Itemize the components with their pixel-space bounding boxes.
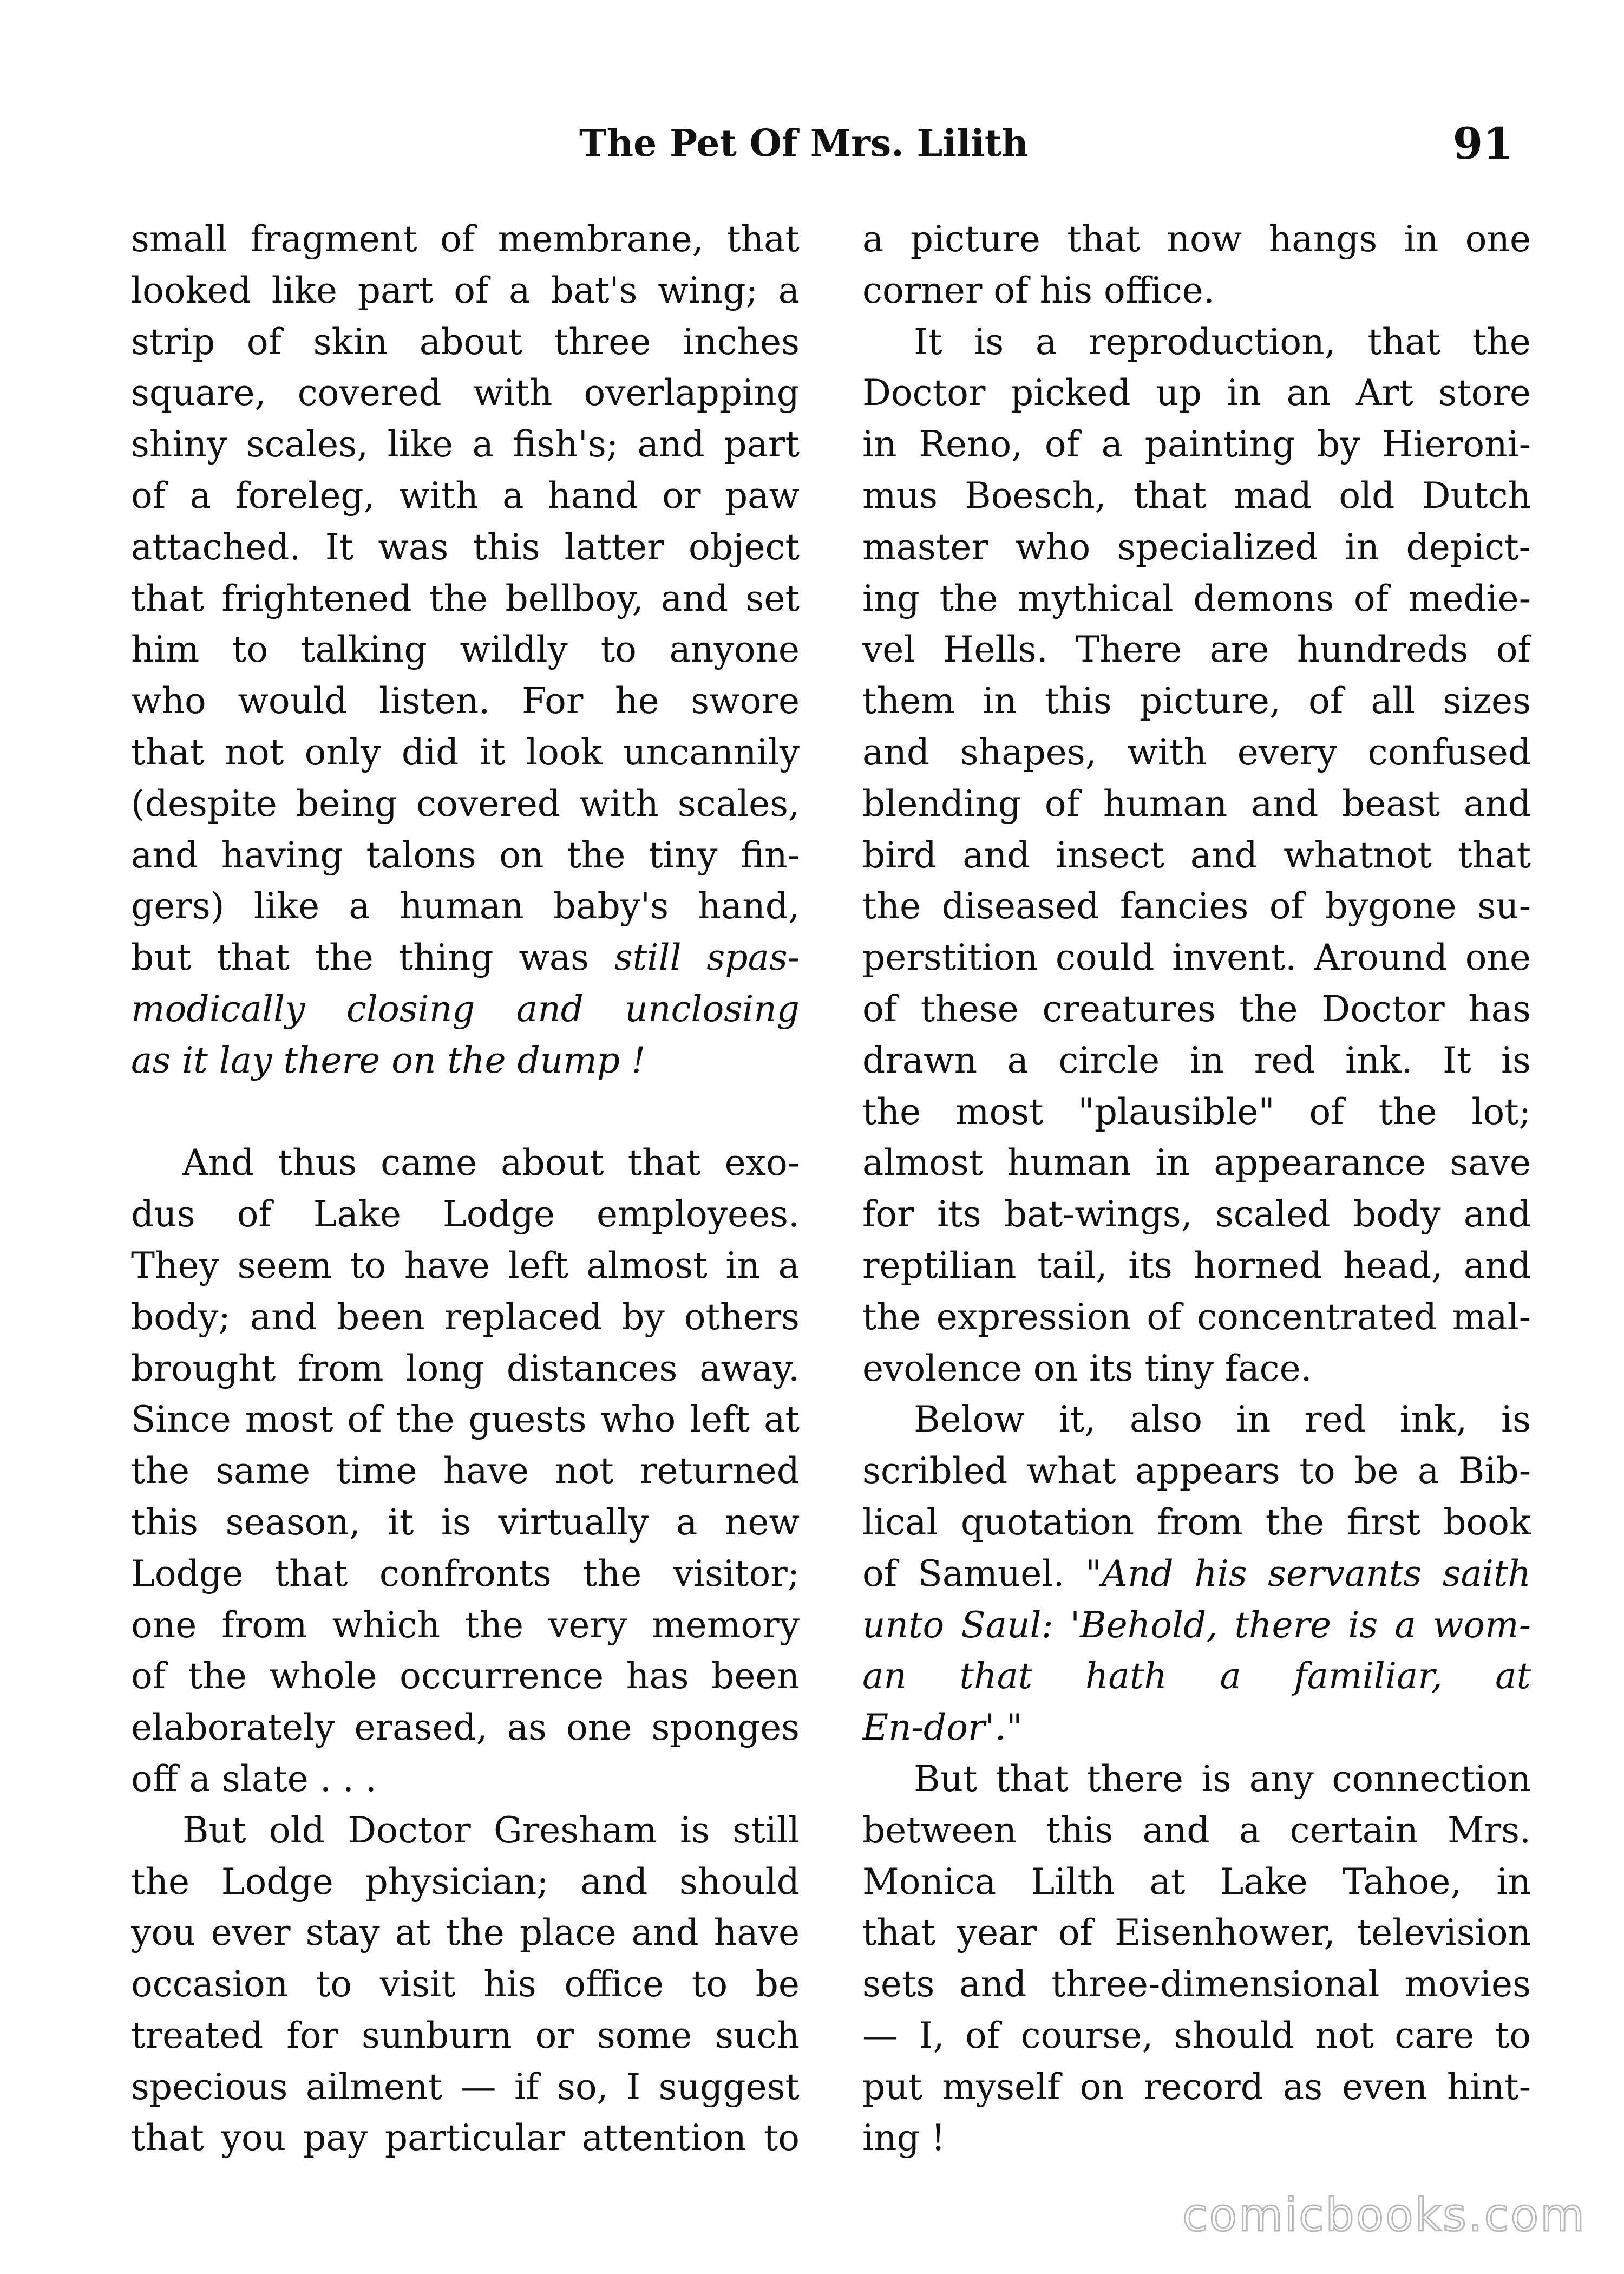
line-text: square, covered with overlapping xyxy=(131,372,800,414)
line-text: Monica Lilth at Lake Tahoe, in xyxy=(862,1860,1531,1903)
text-line xyxy=(862,573,1531,625)
text-line xyxy=(131,1754,800,1805)
line-text: drawn a circle in red ink. It is xyxy=(862,1039,1531,1081)
line-italic-text: En-dor'." xyxy=(862,1707,1023,1749)
line-text: small fragment of membrane, that xyxy=(131,218,800,260)
line-text: But that there is any connection xyxy=(914,1757,1531,1800)
text-line xyxy=(131,1497,800,1548)
line-text: mus Boesch, that mad old Dutch xyxy=(862,474,1531,517)
text-line xyxy=(131,2010,800,2062)
line-text: looked like part of a bat's wing; a xyxy=(131,269,800,311)
text-line xyxy=(862,984,1531,1035)
line-text: bird and insect and whatnot that xyxy=(862,834,1531,876)
line-text: the diseased fancies of bygone su- xyxy=(862,885,1531,927)
line-text: that frightened the bellboy, and set xyxy=(131,577,800,619)
text-line xyxy=(862,2010,1531,2062)
text-line xyxy=(131,1907,800,1959)
line-text: them in this picture, of all sizes xyxy=(862,680,1531,722)
text-line xyxy=(131,779,800,830)
text-line xyxy=(131,368,800,419)
line-text: body; and been replaced by others xyxy=(131,1296,800,1338)
running-header-title: The Pet Of Mrs. Lilith xyxy=(579,122,1029,165)
text-line xyxy=(131,1292,800,1343)
text-line xyxy=(131,727,800,779)
line-italic-text: "And his servants saith xyxy=(1085,1552,1531,1595)
line-text: that you pay particular attention to xyxy=(131,2117,800,2159)
line-text: vel Hells. There are hundreds of xyxy=(862,629,1531,671)
text-line xyxy=(862,2113,1531,2164)
line-text: put myself on record as even hint- xyxy=(862,2066,1531,2108)
text-line xyxy=(131,317,800,368)
text-line xyxy=(862,317,1531,368)
line-text: Below it, also in red ink, is xyxy=(914,1399,1531,1441)
line-italic-text: as it lay there on the dump ! xyxy=(131,1039,646,1081)
line-text: the Lodge physician; and should xyxy=(131,1860,800,1903)
line-italic-text: modically closing and unclosing xyxy=(131,988,800,1030)
text-line xyxy=(862,368,1531,419)
line-text: They seem to have left almost in a xyxy=(131,1244,800,1286)
line-italic-text: still spas- xyxy=(614,937,800,979)
line-text: that not only did it look uncannily xyxy=(131,731,800,773)
text-line xyxy=(131,214,800,265)
line-text: treated for sunburn or some such xyxy=(131,2014,800,2056)
line-text: a picture that now hangs in one xyxy=(862,218,1531,260)
text-line xyxy=(862,214,1531,265)
line-text: him to talking wildly to anyone xyxy=(131,629,800,671)
line-text: the same time have not returned xyxy=(131,1450,800,1492)
text-line xyxy=(131,1651,800,1702)
line-text: almost human in appearance save xyxy=(862,1142,1531,1184)
text-line xyxy=(862,1805,1531,1857)
line-text: But old Doctor Gresham is still xyxy=(182,1809,800,1851)
text-line xyxy=(131,2113,800,2164)
text-line xyxy=(862,1907,1531,1959)
line-text: perstition could invent. Around one xyxy=(862,937,1531,979)
line-text: the expression of concentrated mal- xyxy=(862,1296,1531,1338)
text-line xyxy=(862,1446,1531,1497)
text-line xyxy=(131,624,800,676)
line-text: evolence on its tiny face. xyxy=(862,1347,1312,1389)
text-line xyxy=(131,1548,800,1600)
text-line xyxy=(131,522,800,573)
line-text: dus of Lake Lodge employees. xyxy=(131,1193,800,1236)
line-text: this season, it is virtually a new xyxy=(131,1501,800,1543)
text-line xyxy=(131,932,800,984)
line-text: ing ! xyxy=(862,2117,946,2159)
line-text: of these creatures the Doctor has xyxy=(862,988,1531,1030)
right-text-column xyxy=(862,214,1531,2164)
line-italic-text: an that hath a familiar, at xyxy=(862,1655,1531,1697)
line-text: shiny scales, like a fish's; and part xyxy=(131,423,800,466)
line-text: in Reno, of a painting by Hieroni- xyxy=(862,423,1531,466)
text-line xyxy=(131,573,800,625)
line-text: between this and a certain Mrs. xyxy=(862,1809,1531,1851)
text-line xyxy=(131,984,800,1035)
text-line xyxy=(862,1035,1531,1087)
line-text: off a slate . . . xyxy=(131,1757,377,1800)
line-text: for its bat-wings, scaled body and xyxy=(862,1193,1531,1236)
text-line xyxy=(131,1805,800,1857)
line-text: and shapes, with every confused xyxy=(862,731,1531,773)
text-line xyxy=(862,1138,1531,1189)
line-text: corner of his office. xyxy=(862,269,1215,311)
line-text: Lodge that confronts the visitor; xyxy=(131,1552,800,1595)
text-line xyxy=(131,1240,800,1292)
line-text: strip of skin about three inches xyxy=(131,321,800,363)
line-text: reptilian tail, its horned head, and xyxy=(862,1244,1531,1286)
text-line xyxy=(131,419,800,471)
line-text: It is a reproduction, that the xyxy=(914,321,1531,363)
text-line xyxy=(862,522,1531,573)
text-line xyxy=(862,1189,1531,1240)
line-text: Since most of the guests who left at xyxy=(131,1399,800,1441)
text-line xyxy=(862,932,1531,984)
line-text: who would listen. For he swore xyxy=(131,680,800,722)
text-line xyxy=(862,1240,1531,1292)
line-text: you ever stay at the place and have xyxy=(131,1912,800,1954)
line-text: — I, of course, should not care to xyxy=(862,2014,1531,2056)
text-line xyxy=(131,265,800,317)
text-line xyxy=(131,1343,800,1395)
text-line xyxy=(862,471,1531,522)
text-line xyxy=(862,1497,1531,1548)
text-line xyxy=(862,830,1531,881)
watermark-logo: comicbooks.com xyxy=(1182,2188,1586,2242)
text-line xyxy=(131,1600,800,1651)
text-line xyxy=(131,1138,800,1189)
line-text: brought from long distances away. xyxy=(131,1347,800,1389)
line-text: blending of human and beast and xyxy=(862,782,1531,825)
text-line xyxy=(862,1702,1531,1754)
line-text: And thus came about that exo- xyxy=(182,1142,800,1184)
page-number: 91 xyxy=(1452,118,1513,169)
text-line xyxy=(131,2062,800,2113)
left-text-column xyxy=(131,214,800,2164)
line-text: attached. It was this latter object xyxy=(131,526,800,568)
text-line xyxy=(131,830,800,881)
line-italic-text: unto Saul: 'Behold, there is a wom- xyxy=(862,1604,1531,1646)
line-text: lical quotation from the first book xyxy=(862,1501,1531,1543)
text-line xyxy=(862,1857,1531,1908)
line-text: of Samuel. xyxy=(862,1552,1085,1595)
text-line xyxy=(131,1189,800,1240)
line-text: gers) like a human baby's hand, xyxy=(131,885,800,927)
line-text: of the whole occurrence has been xyxy=(131,1655,800,1697)
text-line xyxy=(131,1857,800,1908)
text-line xyxy=(862,1754,1531,1805)
text-line xyxy=(131,881,800,932)
line-text: sets and three-dimensional movies xyxy=(862,1963,1531,2005)
text-line xyxy=(862,676,1531,727)
line-text: (despite being covered with scales, xyxy=(131,782,800,825)
text-line xyxy=(862,727,1531,779)
text-line xyxy=(862,1292,1531,1343)
text-line xyxy=(862,1343,1531,1395)
text-line xyxy=(131,1702,800,1754)
text-line xyxy=(131,471,800,522)
text-line xyxy=(862,1394,1531,1446)
text-line xyxy=(862,779,1531,830)
text-line xyxy=(862,1959,1531,2010)
text-line xyxy=(131,676,800,727)
line-text: master who specialized in depict- xyxy=(862,526,1531,568)
line-text: Doctor picked up in an Art store xyxy=(862,372,1531,414)
line-text: specious ailment — if so, I suggest xyxy=(131,2066,800,2108)
text-line xyxy=(862,419,1531,471)
text-line xyxy=(131,1087,800,1138)
line-text: but that the thing was xyxy=(131,937,614,979)
line-text: scribled what appears to be a Bib- xyxy=(862,1450,1531,1492)
text-line xyxy=(131,1959,800,2010)
text-line xyxy=(862,1548,1531,1600)
text-line xyxy=(862,1600,1531,1651)
line-text: and having talons on the tiny fin- xyxy=(131,834,800,876)
text-line xyxy=(862,265,1531,317)
line-text: elaborately erased, as one sponges xyxy=(131,1707,800,1749)
line-text: one from which the very memory xyxy=(131,1604,800,1646)
text-line xyxy=(862,881,1531,932)
text-line xyxy=(862,624,1531,676)
text-line xyxy=(131,1035,800,1087)
text-line xyxy=(131,1446,800,1497)
text-line xyxy=(862,2062,1531,2113)
text-line xyxy=(131,1394,800,1446)
line-text: of a foreleg, with a hand or paw xyxy=(131,474,800,517)
line-text: the most "plausible" of the lot; xyxy=(862,1090,1531,1133)
line-text: occasion to visit his office to be xyxy=(131,1963,800,2005)
line-text: that year of Eisenhower, television xyxy=(862,1912,1531,1954)
text-line xyxy=(862,1651,1531,1702)
line-text: ing the mythical demons of medie- xyxy=(862,577,1531,619)
text-line xyxy=(862,1087,1531,1138)
